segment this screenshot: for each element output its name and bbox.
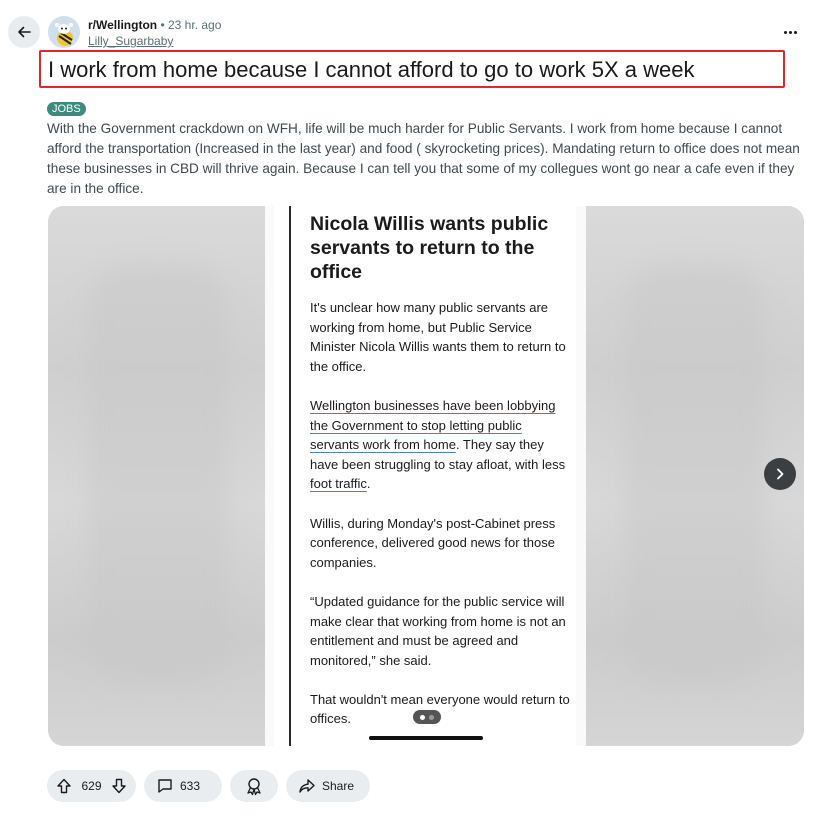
article-paragraph-4: “Updated guidance for the public service will make clear that working from home is not an entitlement and must be agreed and monitored,” she said. — [310, 593, 566, 668]
article-link-foot-traffic: foot traffic — [310, 476, 367, 492]
post-meta-line — [88, 17, 221, 33]
article-paragraph-2: Wellington businesses have been lobbying the Government to stop letting public servants work from home. They say they have been struggling to stay afloat, with less foot traffic. — [310, 397, 566, 492]
meta-separator: • — [160, 18, 165, 32]
award-icon — [244, 776, 264, 796]
post-actions — [47, 770, 370, 802]
page-dot-2 — [429, 715, 434, 720]
image-gallery[interactable] — [48, 206, 804, 746]
article-screenshot — [265, 206, 586, 746]
share-arrow-icon — [298, 777, 316, 795]
post-meta — [88, 17, 221, 49]
arrow-up-icon[interactable] — [55, 777, 73, 795]
share-label: Share — [322, 779, 355, 793]
post-body: With the Government crackdown on WFH, life will be much harder for Public Servants. I work from home because I cannot afford the transportation (Increased in the last year) and food ( skyrocketing prices). Mandating return to office does not mean these businesses in CBD will thrive again. Because I can tell you that some of my collegues wont go near a cafe even if they are in the office. — [47, 121, 800, 196]
speech-bubble-icon — [156, 777, 174, 795]
article-paragraph-5: That wouldn't mean everyone would return to offices. — [310, 691, 570, 727]
chevron-right-icon — [773, 467, 787, 481]
subreddit-avatar[interactable] — [48, 16, 80, 48]
article-paragraph-1: It's unclear how many public servants are working from home, but Public Service Minister Nicola Willis wants them to return to the office. — [310, 300, 566, 374]
gallery-blur-left — [48, 206, 268, 746]
page-dot-1 — [420, 715, 425, 720]
article-link-lobbying: Wellington businesses have been lobbying the Government to stop letting public servants work from home — [310, 397, 556, 453]
award-button[interactable] — [230, 770, 278, 802]
post-time: 23 hr. ago — [168, 18, 222, 32]
post-flair[interactable]: JOBS — [47, 102, 86, 116]
article-content — [310, 212, 570, 746]
back-button[interactable] — [8, 16, 40, 48]
post-title: I work from home because I cannot afford to go to work 5X a week — [48, 57, 695, 82]
arrow-left-icon — [16, 24, 32, 40]
phone-edge — [289, 206, 291, 746]
comments-button[interactable] — [144, 770, 222, 802]
upvote-count: 629 — [81, 779, 102, 793]
author-link[interactable]: Lilly_Sugarbaby — [88, 34, 174, 48]
more-options-button[interactable] — [778, 24, 802, 40]
share-button[interactable] — [286, 770, 370, 802]
phone-home-bar — [369, 736, 483, 740]
comment-count: 633 — [180, 779, 201, 793]
arrow-down-icon[interactable] — [110, 777, 128, 795]
ellipsis-icon — [784, 31, 787, 34]
subreddit-avatar-icon — [48, 16, 80, 48]
subreddit-link[interactable]: r/Wellington — [88, 18, 158, 32]
post-title-highlight — [39, 50, 785, 88]
article-paragraph-3: Willis, during Monday's post-Cabinet press conference, delivered good news for those companies. — [310, 515, 556, 570]
vote-control — [47, 770, 136, 802]
gallery-page-indicator — [413, 710, 441, 724]
article-headline: Nicola Willis wants public servants to return to the office — [310, 213, 549, 283]
gallery-next-button[interactable] — [764, 458, 796, 490]
